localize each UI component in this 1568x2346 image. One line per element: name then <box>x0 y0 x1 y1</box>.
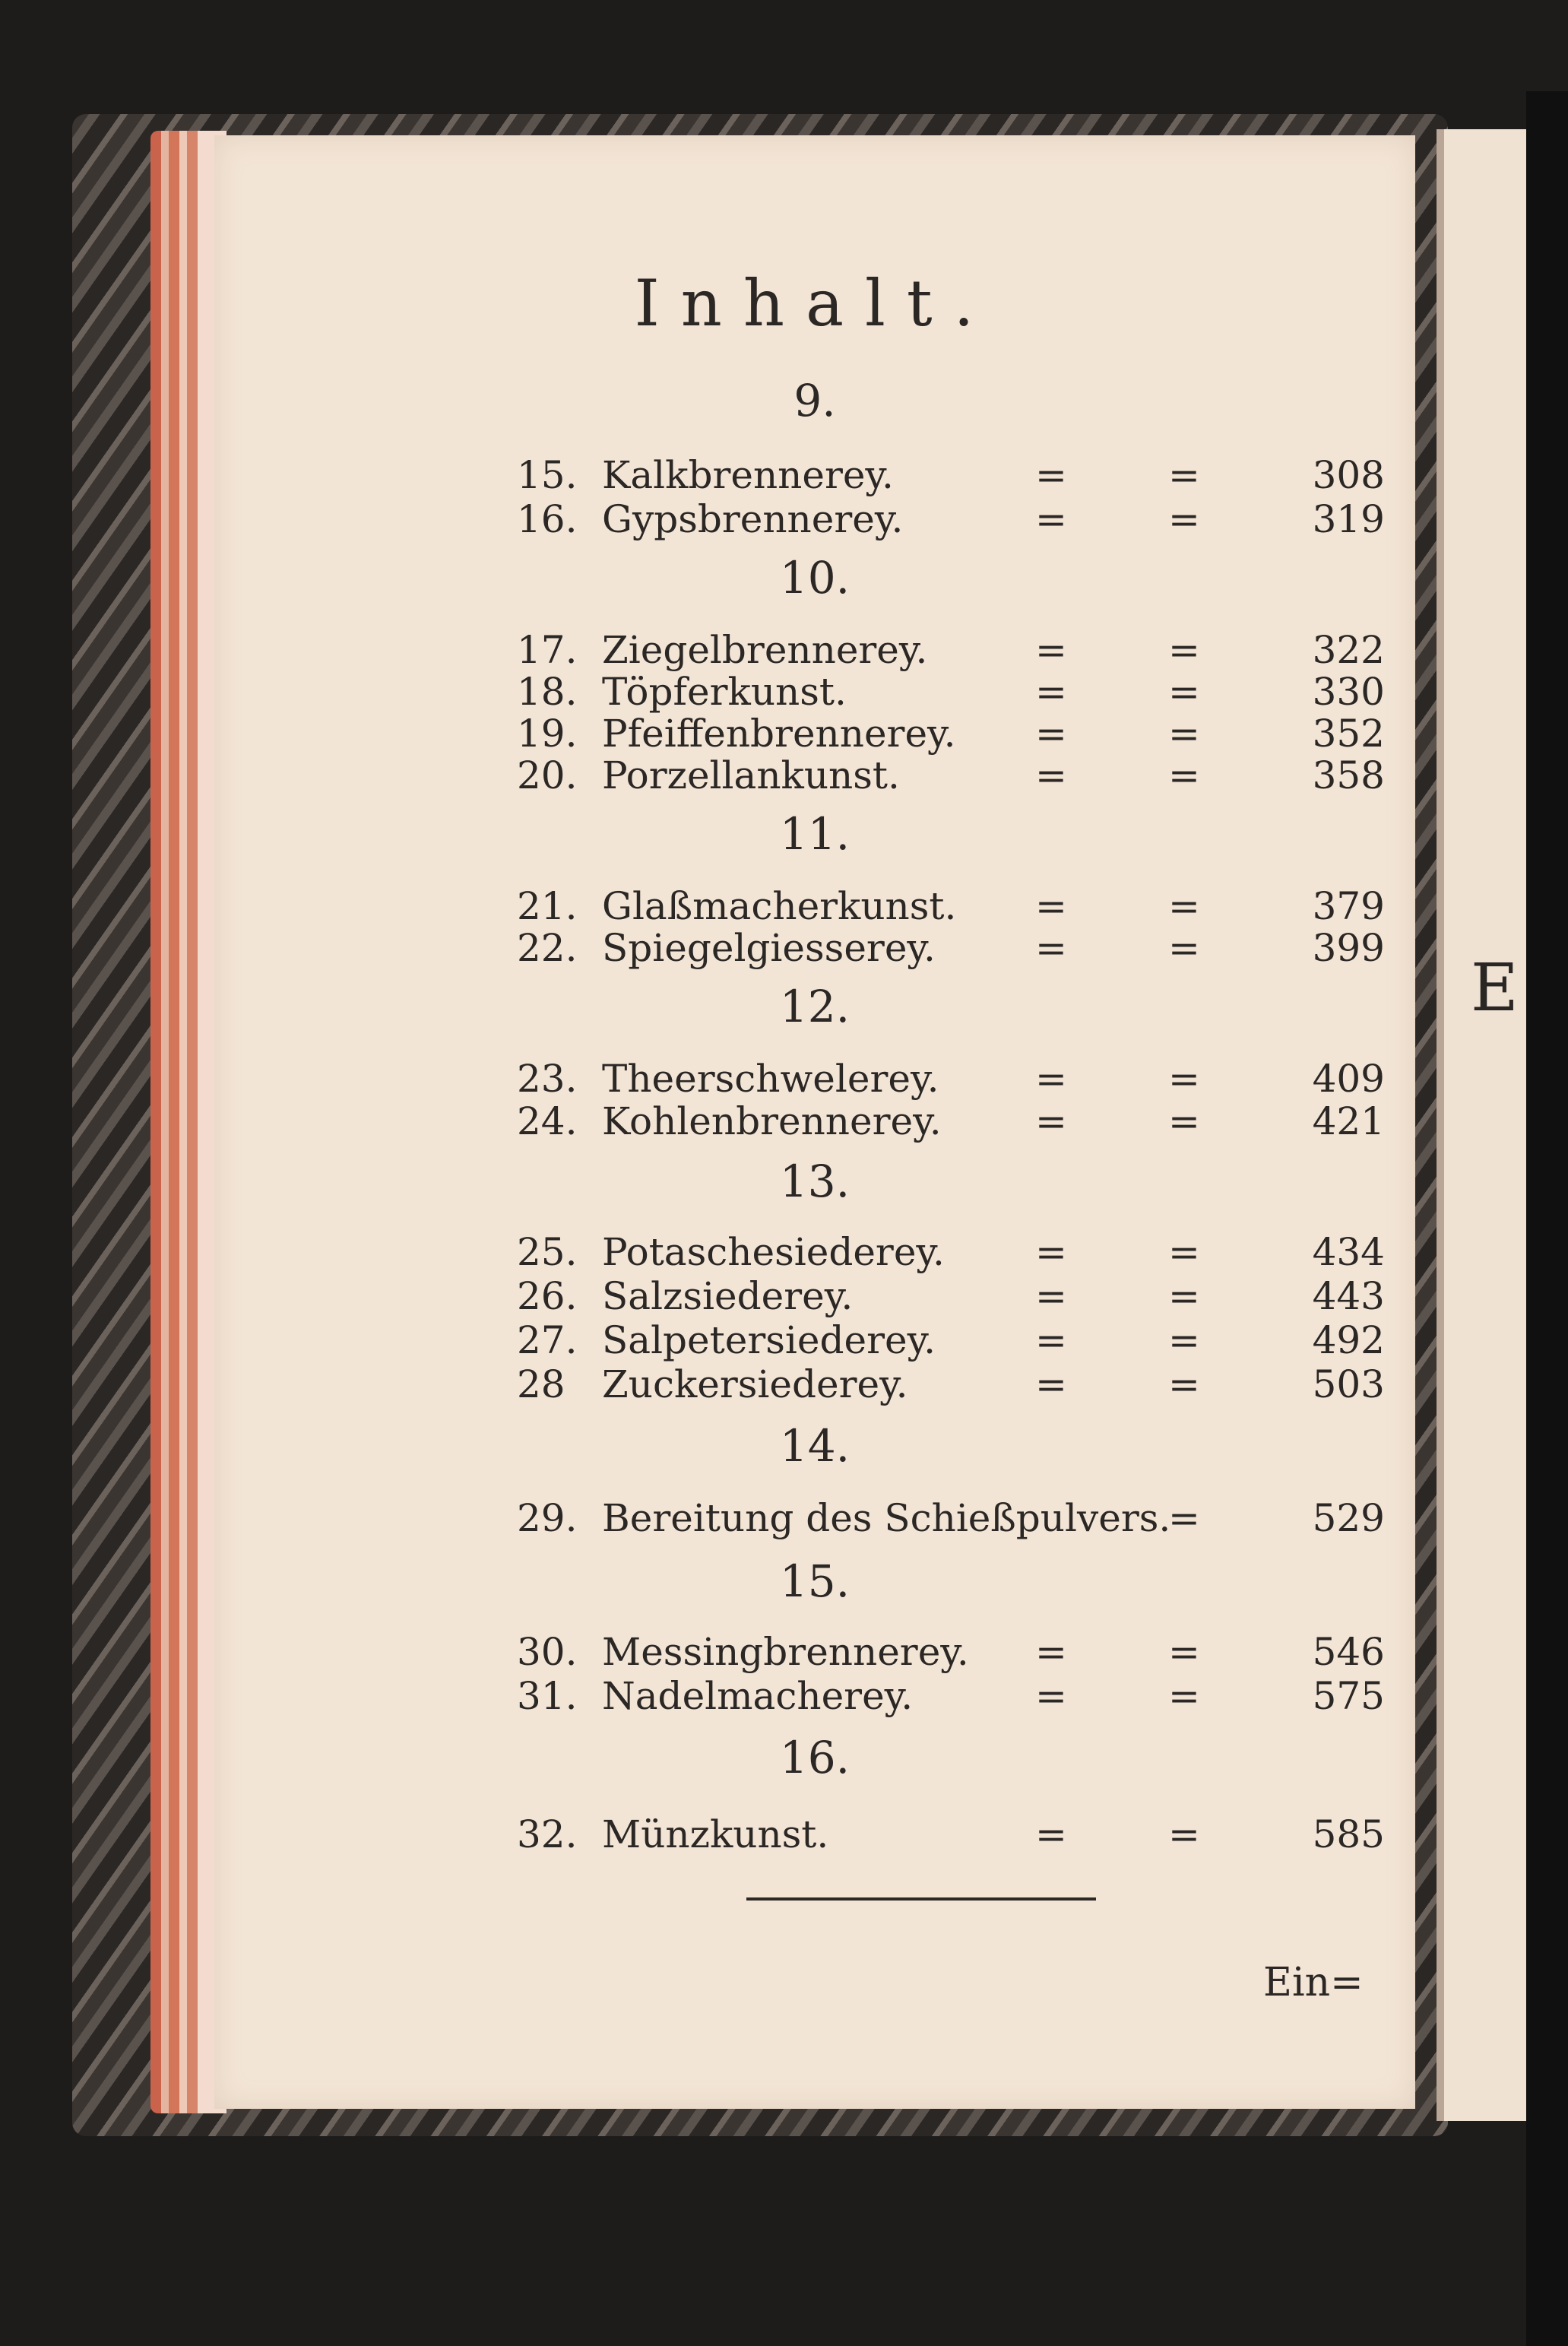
entry-title: Pfeiffenbrennerey. <box>602 712 956 756</box>
toc-row <box>214 453 1415 499</box>
leader-mark: = <box>1168 1630 1200 1674</box>
leader-mark: = <box>1168 1496 1200 1540</box>
entry-title: Potaschesiederey. <box>602 1230 945 1274</box>
toc-row <box>214 670 1415 715</box>
entry-title: Spiegelgiesserey. <box>602 926 936 970</box>
entry-title: Zuckersiederey. <box>602 1362 908 1406</box>
section-heading: 9. <box>794 375 836 426</box>
section-heading: 10. <box>779 552 851 604</box>
entry-number: 22. <box>517 926 578 970</box>
leader-mark: = <box>1168 1674 1200 1718</box>
leader-mark: = <box>1035 1318 1067 1362</box>
entry-title: Porzellankunst. <box>602 753 900 797</box>
entry-number: 27. <box>517 1318 578 1362</box>
entry-number: 28 <box>517 1362 565 1406</box>
entry-page: 421 <box>1312 1099 1385 1143</box>
entry-page: 492 <box>1312 1318 1385 1362</box>
toc-row <box>214 1274 1415 1320</box>
entry-title: Ziegelbrennerey. <box>602 628 928 672</box>
leader-mark: = <box>1168 453 1200 497</box>
entry-number: 26. <box>517 1274 578 1318</box>
entry-number: 30. <box>517 1630 578 1674</box>
leader-mark: = <box>1035 1057 1067 1101</box>
leader-mark: = <box>1168 1057 1200 1101</box>
leader-mark: = <box>1035 628 1067 672</box>
entry-page: 546 <box>1312 1630 1385 1674</box>
leader-mark: = <box>1035 1274 1067 1318</box>
toc-row <box>214 1496 1415 1542</box>
leader-mark: = <box>1168 753 1200 797</box>
entry-number: 23. <box>517 1057 578 1101</box>
entry-number: 21. <box>517 884 578 928</box>
entry-number: 24. <box>517 1099 578 1143</box>
entry-title: Bereitung des Schießpulvers. <box>602 1496 1171 1540</box>
entry-page: 358 <box>1312 753 1385 797</box>
facing-page <box>1437 129 1535 2121</box>
toc-row <box>214 1674 1415 1720</box>
toc-row <box>214 1230 1415 1276</box>
section-heading: 13. <box>779 1156 851 1207</box>
leader-mark: = <box>1168 497 1200 541</box>
entry-number: 17. <box>517 628 578 672</box>
entry-title: Salpetersiederey. <box>602 1318 936 1362</box>
entry-title: Töpferkunst. <box>602 670 847 714</box>
entry-page: 443 <box>1312 1274 1385 1318</box>
toc-row <box>214 1630 1415 1675</box>
entry-number: 31. <box>517 1674 578 1718</box>
entry-title: Messingbrennerey. <box>602 1630 969 1674</box>
toc-row <box>214 884 1415 930</box>
entry-page: 352 <box>1312 712 1385 756</box>
entry-page: 308 <box>1312 453 1385 497</box>
entry-page: 434 <box>1312 1230 1385 1274</box>
toc-row <box>214 1318 1415 1364</box>
toc-row <box>214 1812 1415 1858</box>
toc-row <box>214 753 1415 799</box>
book-page <box>214 135 1415 2109</box>
entry-number: 32. <box>517 1812 578 1856</box>
leader-mark: = <box>1168 1812 1200 1856</box>
entry-page: 399 <box>1312 926 1385 970</box>
toc-row <box>214 1057 1415 1102</box>
leader-mark: = <box>1168 1230 1200 1274</box>
entry-number: 16. <box>517 497 578 541</box>
entry-number: 18. <box>517 670 578 714</box>
entry-title: Kohlenbrennerey. <box>602 1099 942 1143</box>
toc-row <box>214 497 1415 543</box>
toc-row <box>214 712 1415 757</box>
dark-strap <box>1526 91 1568 2346</box>
entry-page: 330 <box>1312 670 1385 714</box>
entry-number: 29. <box>517 1496 578 1540</box>
entry-page: 322 <box>1312 628 1385 672</box>
section-heading: 16. <box>779 1732 851 1783</box>
leader-mark: = <box>1168 1318 1200 1362</box>
leader-mark: = <box>1035 926 1067 970</box>
entry-number: 20. <box>517 753 578 797</box>
leader-mark: = <box>1035 753 1067 797</box>
section-heading: 12. <box>779 981 851 1032</box>
facing-page-glyph: E <box>1471 950 1519 1026</box>
leader-mark: = <box>1168 926 1200 970</box>
leader-mark: = <box>1035 1812 1067 1856</box>
entry-number: 25. <box>517 1230 578 1274</box>
entry-page: 409 <box>1312 1057 1385 1101</box>
entry-title: Salzsiederey. <box>602 1274 854 1318</box>
entry-title: Theerschwelerey. <box>602 1057 939 1101</box>
leader-mark: = <box>1168 1274 1200 1318</box>
leader-mark: = <box>1035 1362 1067 1406</box>
leader-mark: = <box>1035 497 1067 541</box>
entry-title: Glaßmacherkunst. <box>602 884 957 928</box>
entry-number: 19. <box>517 712 578 756</box>
toc-row <box>214 926 1415 972</box>
page-title: Inhalt. <box>634 266 996 341</box>
entry-page: 575 <box>1312 1674 1385 1718</box>
decorative-rule <box>746 1897 1096 1901</box>
leader-mark: = <box>1168 628 1200 672</box>
leader-mark: = <box>1035 453 1067 497</box>
leader-mark: = <box>1035 670 1067 714</box>
toc-row <box>214 1362 1415 1408</box>
leader-mark: = <box>1168 712 1200 756</box>
leader-mark: = <box>1035 1230 1067 1274</box>
leader-mark: = <box>1035 712 1067 756</box>
leader-mark: = <box>1035 1099 1067 1143</box>
entry-number: 15. <box>517 453 578 497</box>
toc-row <box>214 1099 1415 1145</box>
leader-mark: = <box>1035 1630 1067 1674</box>
section-heading: 15. <box>779 1555 851 1607</box>
leader-mark: = <box>1035 1674 1067 1718</box>
leader-mark: = <box>1168 1099 1200 1143</box>
leader-mark: = <box>1168 884 1200 928</box>
section-heading: 11. <box>779 808 851 860</box>
entry-page: 319 <box>1312 497 1385 541</box>
entry-title: Nadelmacherey. <box>602 1674 914 1718</box>
entry-page: 585 <box>1312 1812 1385 1856</box>
entry-page: 379 <box>1312 884 1385 928</box>
leader-mark: = <box>1168 1362 1200 1406</box>
entry-title: Gypsbrennerey. <box>602 497 904 541</box>
toc-row <box>214 628 1415 674</box>
catchword: Ein= <box>1263 1960 1364 2005</box>
entry-title: Münzkunst. <box>602 1812 829 1856</box>
section-heading: 14. <box>779 1420 851 1472</box>
entry-page: 503 <box>1312 1362 1385 1406</box>
entry-title: Kalkbrennerey. <box>602 453 894 497</box>
leader-mark: = <box>1168 670 1200 714</box>
leader-mark: = <box>1035 884 1067 928</box>
entry-page: 529 <box>1312 1496 1385 1540</box>
